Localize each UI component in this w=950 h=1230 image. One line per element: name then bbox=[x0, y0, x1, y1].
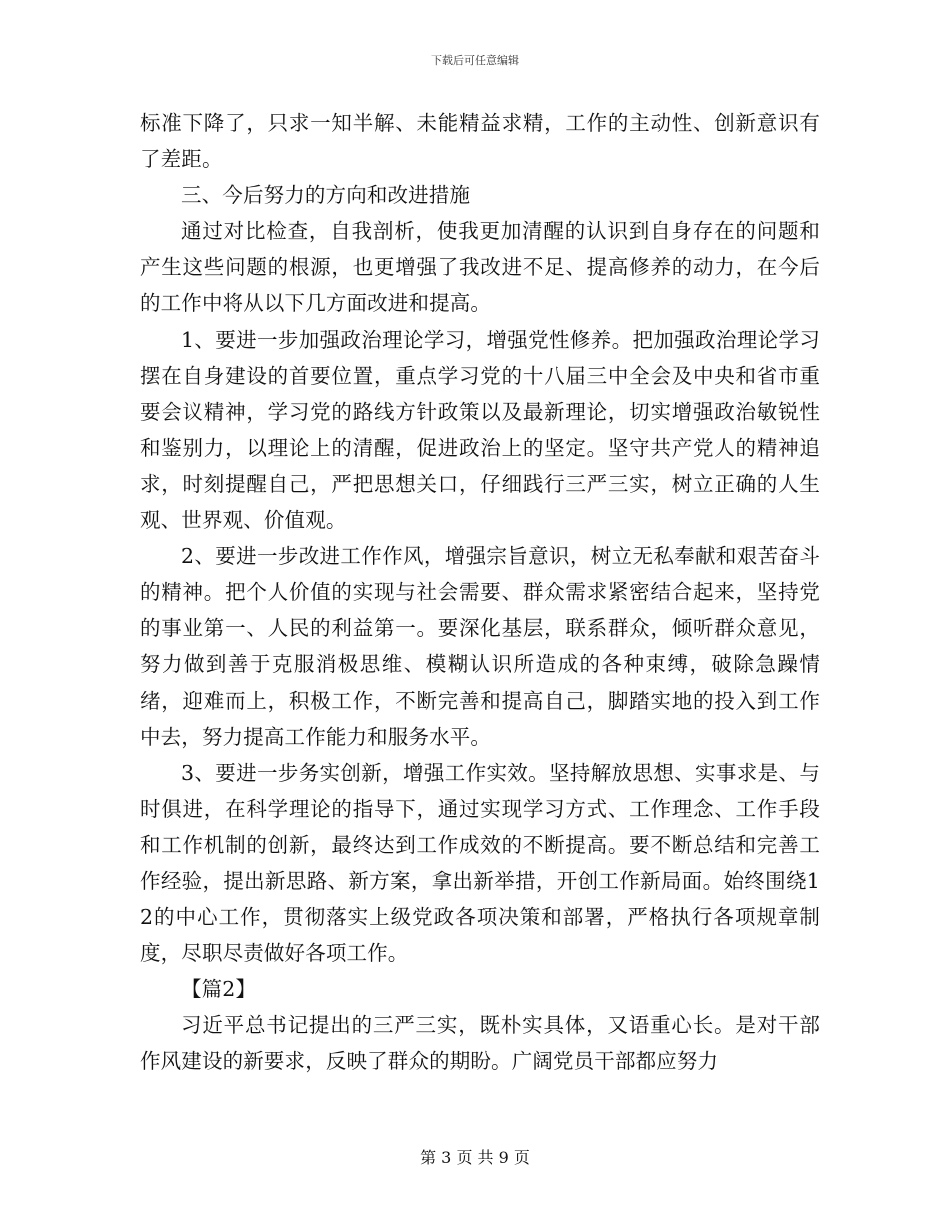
paragraph-article-2-intro: 习近平总书记提出的三严三实，既朴实具体，又语重心长。是对干部作风建设的新要求，反映了群众的期盼。广阔党员干部都应努力 bbox=[140, 1013, 820, 1074]
document-body bbox=[140, 105, 820, 1080]
paragraph-point-3: 3、要进一步务实创新，增强工作实效。坚持解放思想、实事求是、与时俱进，在科学理论的指导下，通过实现学习方式、工作理念、工作手段和工作机制的创新，最终达到工作成效的不断提高。要不断总结和完善工作经验，提出新思路、新方案，拿出新举措，开创工作新局面。始终围绕12的中心工作，贯彻落实上级党政各项决策和部署，严格执行各项规章制度，尽职尽责做好各项工作。 bbox=[140, 760, 820, 966]
paragraph-self-analysis: 通过对比检查，自我剖析，使我更加清醒的认识到自身存在的问题和产生这些问题的根源，也更增强了我改进不足、提高修养的动力，在今后的工作中将从以下几方面改进和提高。 bbox=[140, 219, 820, 316]
paragraph-continuation: 标准下降了，只求一知半解、未能精益求精，工作的主动性、创新意识有了差距。 bbox=[140, 111, 820, 172]
paragraph-point-2: 2、要进一步改进工作作风，增强宗旨意识，树立无私奉献和艰苦奋斗的精神。把个人价值的实现与社会需要、群众需求紧密结合起来，坚持党的事业第一、人民的利益第一。要深化基层，联系群众，倾听群众意见，努力做到善于克服消极思维、模糊认识所造成的各种束缚，破除急躁情绪，迎难而上，积极工作，不断完善和提高自己，脚踏实地的投入到工作中去，努力提高工作能力和服务水平。 bbox=[140, 544, 820, 749]
article-2-heading: 【篇2】 bbox=[181, 977, 257, 1002]
page-header-note: 下载后可任意编辑 bbox=[431, 54, 519, 67]
paragraph-point-1: 1、要进一步加强政治理论学习，增强党性修养。把加强政治理论学习摆在自身建设的首要位置，重点学习党的十八届三中全会及中央和省市重要会议精神，学习党的路线方针政策以及最新理论，切实增强政治敏锐性和鉴别力，以理论上的清醒，促进政治上的坚定。坚守共产党人的精神追求，时刻提醒自己，严把思想关口，仔细践行三严三实，树立正确的人生观、世界观、价值观。 bbox=[140, 327, 820, 533]
page-number: 第 3 页 共 9 页 bbox=[420, 1148, 530, 1167]
section-heading-improvement: 三、今后努力的方向和改进措施 bbox=[181, 183, 471, 208]
